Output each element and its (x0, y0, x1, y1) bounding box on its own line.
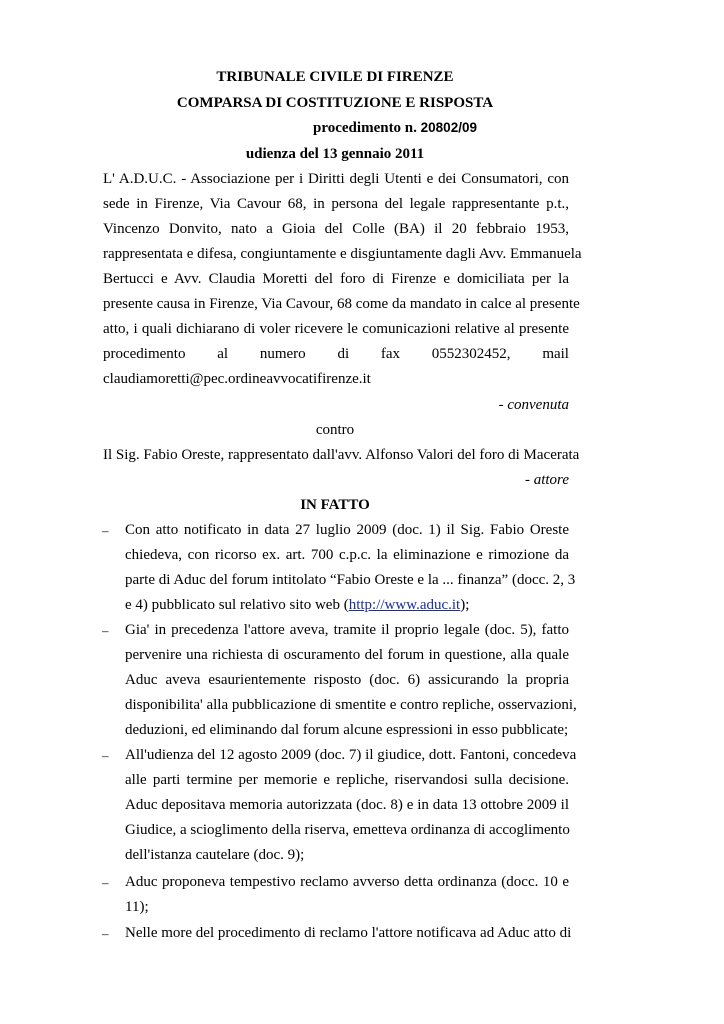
fact-line: pervenire una richiesta di oscuramento del forum in questione, alla quale (125, 647, 569, 663)
bullet-dash: – (102, 748, 109, 763)
fact-line: alle parti termine per memorie e repliche, riservandosi sulla decisione. (125, 772, 569, 788)
paragraph-line: presente causa in Firenze, Via Cavour, 68 come da mandato in calce al presente (103, 296, 580, 312)
fact-line: deduzioni, ed eliminando dal forum alcune espressioni in esso pubblicate; (125, 722, 569, 738)
fact-line: Nelle more del procedimento di reclamo l'attore notificava ad Aduc atto di (125, 925, 572, 941)
fact-line: parte di Aduc del forum intitolato “Fabio Oreste e la ... finanza” (docc. 2, 3 (125, 572, 576, 588)
fact-line: Aduc depositava memoria autorizzata (doc. 8) e in data 13 ottobre 2009 il (125, 797, 569, 813)
fact-line: Con atto notificato in data 27 luglio 2009 (doc. 1) il Sig. Fabio Oreste (125, 522, 569, 538)
versus-label: contro (315, 422, 355, 438)
fax-word: procedimento (103, 346, 186, 362)
defendant-role: - convenuta (498, 397, 569, 413)
bullet-dash: – (102, 623, 109, 638)
paragraph-line: sede in Firenze, Via Cavour 68, in persona del legale rappresentante p.t., (103, 196, 569, 212)
plaintiff-line: Il Sig. Fabio Oreste, rappresentato dall'avv. Alfonso Valori del foro di Macerata (103, 447, 580, 463)
bullet-dash: – (102, 523, 109, 538)
plaintiff-role: - attore (524, 472, 569, 488)
proceeding-number (160, 119, 630, 137)
fact-line (125, 596, 569, 614)
fact-line: Aduc proponeva tempestivo reclamo avverso detta ordinanza (docc. 10 e (125, 874, 569, 890)
document-type: COMPARSA DI COSTITUZIONE E RISPOSTA (176, 95, 494, 111)
paragraph-line: Vincenzo Donvito, nato a Gioia del Colle (BA) il 20 febbraio 1953, (103, 221, 569, 237)
fax-word: fax (380, 346, 401, 362)
fact-line: 11); (125, 899, 149, 915)
bullet-dash: – (102, 875, 109, 890)
fax-word: numero (259, 346, 306, 362)
aduc-website-link[interactable]: http://www.aduc.it (348, 597, 461, 613)
fact-line: disponibilita' alla pubblicazione di smentite e contro repliche, osservazioni, (125, 697, 577, 713)
paragraph-line: Bertucci e Avv. Claudia Moretti del foro di Firenze e domiciliata per la (103, 271, 569, 287)
section-title: IN FATTO (300, 497, 370, 513)
proceeding-number-value: 20802/09 (420, 120, 477, 135)
paragraph-line: L' A.D.U.C. - Associazione per i Diritti degli Utenti e dei Consumatori, con (103, 171, 569, 187)
fact-line: dell'istanza cautelare (doc. 9); (125, 847, 305, 863)
fax-word: mail (542, 346, 569, 362)
fact-text: e 4) pubblicato sul relativo sito web ( (125, 597, 349, 613)
fax-word: di (337, 346, 350, 362)
fact-line: Giudice, a scioglimento della riserva, emetteva ordinanza di accoglimento (125, 822, 570, 838)
fact-text: ); (460, 597, 470, 613)
fax-line (103, 345, 569, 363)
fact-line: Gia' in precedenza l'attore aveva, tramite il proprio legale (doc. 5), fatto (125, 622, 569, 638)
fax-number: 0552302452, (431, 346, 511, 362)
fax-word: al (217, 346, 229, 362)
fact-line: All'udienza del 12 agosto 2009 (doc. 7) il giudice, dott. Fantoni, concedeva (125, 747, 577, 763)
paragraph-line: atto, i quali dichiarano di voler ricevere le comunicazioni relative al presente (103, 321, 569, 337)
hearing-date: udienza del 13 gennaio 2011 (245, 146, 425, 162)
paragraph-line: rappresentata e difesa, congiuntamente e disgiuntamente dagli Avv. Emmanuela (103, 246, 582, 262)
bullet-dash: – (102, 926, 109, 941)
fact-line: chiedeva, con ricorso ex. art. 700 c.p.c. la eliminazione e rimozione da (125, 547, 569, 563)
fact-line: Aduc aveva esaurientemente risposto (doc. 6) assicurando la propria (125, 672, 569, 688)
email-address: claudiamoretti@pec.ordineavvocatifirenze.it (103, 371, 371, 387)
proceeding-label: procedimento n. (313, 120, 417, 136)
court-title: TRIBUNALE CIVILE DI FIRENZE (216, 69, 454, 85)
